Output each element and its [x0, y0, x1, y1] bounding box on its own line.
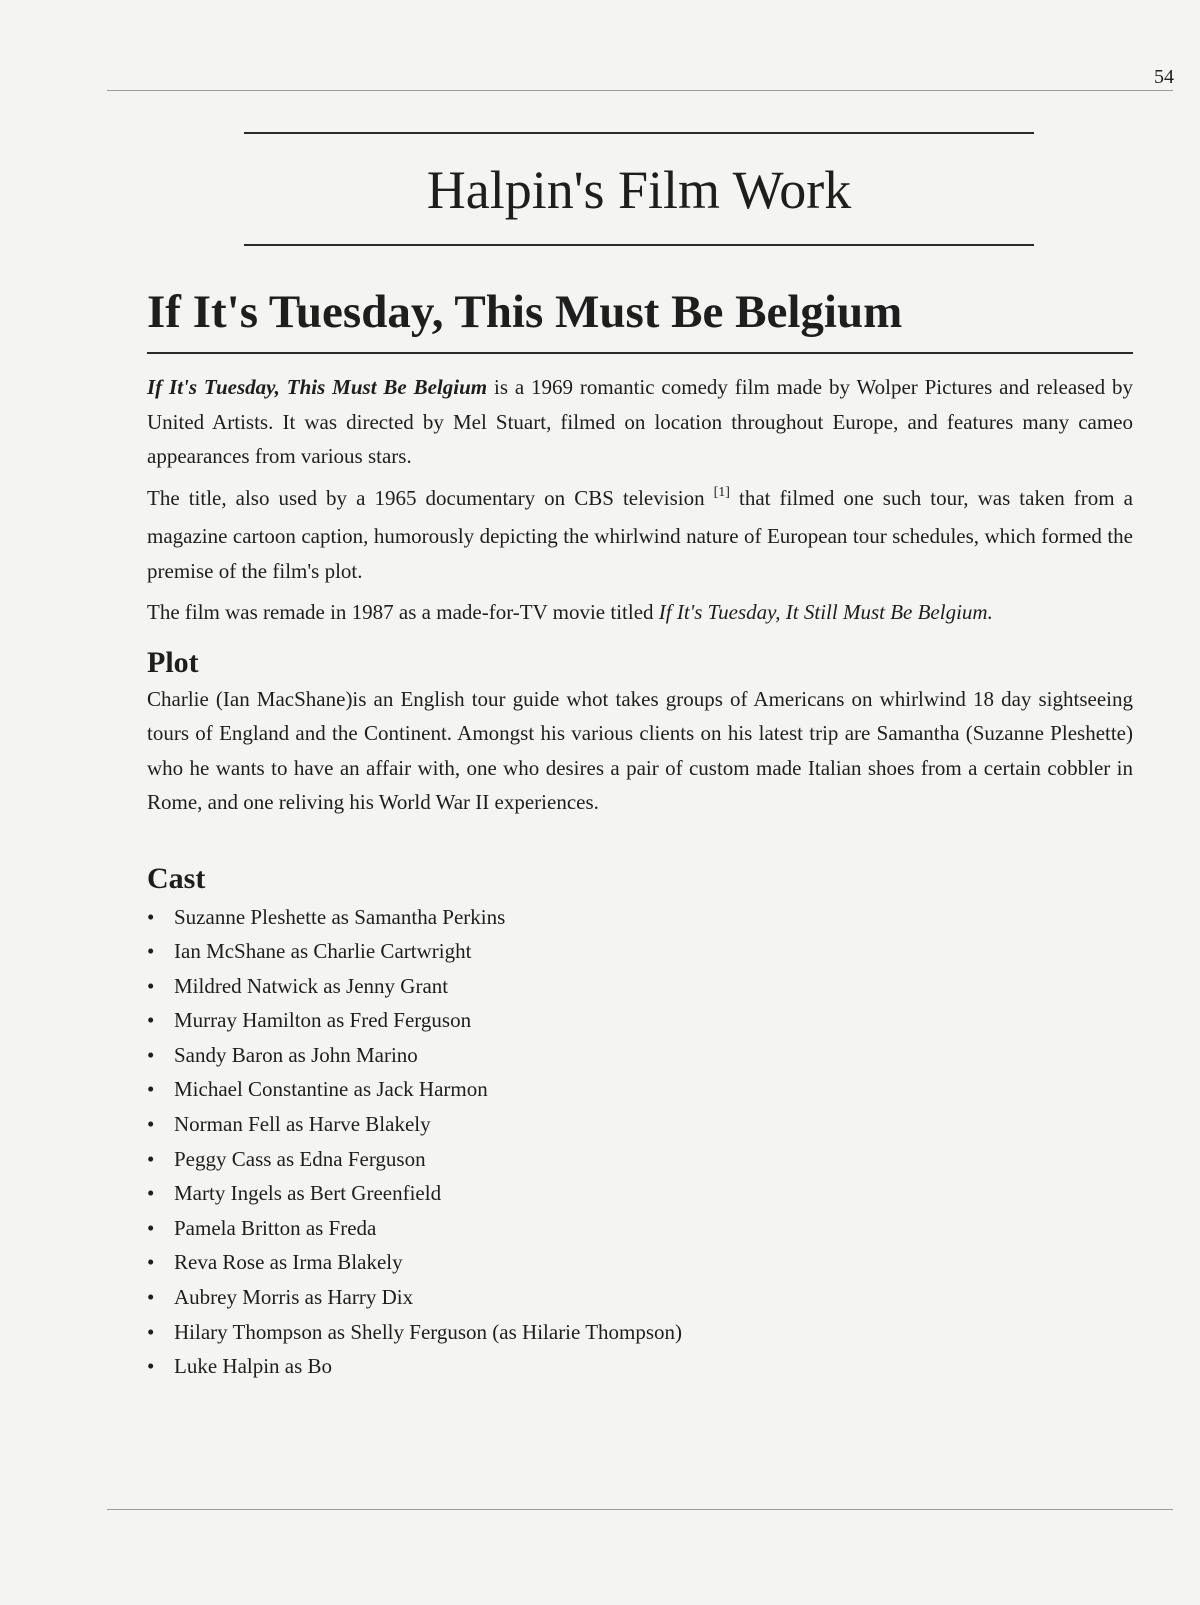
- citation-ref[interactable]: [1]: [713, 484, 730, 500]
- cast-member-text: Reva Rose as Irma Blakely: [174, 1250, 403, 1275]
- title-origin-after: that filmed one such tour, was taken from a magazine cartoon caption, humorously depicting the whirlwind nature of European tour schedules, which formed the premise of the film's plot.: [147, 485, 1133, 583]
- cast-list-item: [147, 1038, 1133, 1073]
- cast-member-text: Sandy Baron as John Marino: [174, 1042, 418, 1067]
- cast-heading: Cast: [147, 861, 206, 895]
- cast-list-item: [147, 1142, 1133, 1177]
- title-origin-paragraph: [147, 481, 1133, 589]
- plot-paragraph: Charlie (Ian MacShane)is an English tour guide whot takes groups of Americans on whirlwind 18 day sightseeing tours of England and the Continent. Amongst his various clients on his latest trip are Samantha (Suzanne Pleshette) who he wants to have an affair with, one who desires a pair of custom made Italian shoes from a certain cobbler in Rome, and one reliving his World War II experiences.: [147, 686, 1133, 814]
- intro-paragraph: [147, 370, 1133, 474]
- cast-list-item: [147, 1072, 1133, 1107]
- chapter-title-rule-bottom: [244, 244, 1034, 246]
- remake-text: The film was remade in 1987 as a made-for-TV movie titled: [147, 600, 659, 624]
- bullet-icon: •: [147, 1319, 155, 1344]
- cast-list-item: [147, 1349, 1133, 1384]
- cast-member-text: Marty Ingels as Bert Greenfield: [174, 1181, 442, 1206]
- cast-list: [147, 900, 1133, 1384]
- bullet-icon: •: [147, 1008, 155, 1033]
- cast-list-item: [147, 969, 1133, 1004]
- cast-member-text: Ian McShane as Charlie Cartwright: [174, 939, 472, 964]
- cast-list-item: [147, 1003, 1133, 1038]
- cast-list-item: [147, 1280, 1133, 1315]
- cast-member-text: Norman Fell as Harve Blakely: [174, 1112, 431, 1137]
- remake-title: If It's Tuesday, It Still Must Be Belgium.: [658, 600, 993, 624]
- cast-member-text: Aubrey Morris as Harry Dix: [174, 1285, 414, 1310]
- bullet-icon: •: [147, 1285, 155, 1310]
- bullet-icon: •: [147, 1077, 155, 1102]
- cast-member-text: Luke Halpin as Bo: [174, 1354, 333, 1379]
- bullet-icon: •: [147, 1146, 155, 1171]
- cast-list-item: [147, 1211, 1133, 1246]
- chapter-title: Halpin's Film Work: [426, 160, 852, 220]
- chapter-title-rule-top: [244, 132, 1034, 134]
- plot-heading: Plot: [147, 645, 199, 679]
- bullet-icon: •: [147, 973, 155, 998]
- bullet-icon: •: [147, 904, 155, 929]
- bullet-icon: •: [147, 1215, 155, 1240]
- article-title: If It's Tuesday, This Must Be Belgium: [147, 284, 1133, 354]
- cast-member-text: Pamela Britton as Freda: [174, 1215, 377, 1240]
- cast-member-text: Peggy Cass as Edna Ferguson: [174, 1146, 426, 1171]
- cast-list-item: [147, 1245, 1133, 1280]
- cast-member-text: Suzanne Pleshette as Samantha Perkins: [174, 904, 506, 929]
- intro-lead-title: If It's Tuesday, This Must Be Belgium: [147, 375, 488, 399]
- bullet-icon: •: [147, 1181, 155, 1206]
- bullet-icon: •: [147, 1112, 155, 1137]
- title-origin-before: The title, also used by a 1965 documentary on CBS television: [147, 485, 714, 510]
- cast-list-item: [147, 1176, 1133, 1211]
- cast-list-item: [147, 900, 1133, 935]
- article: [147, 284, 1133, 1384]
- intro-text: is a 1969 romantic comedy film made by Wolper Pictures and released by United Artists. It was directed by Mel Stuart, filmed on location throughout Europe, and features many cameo appearances from various stars.: [147, 375, 1133, 468]
- cast-list-item: [147, 934, 1133, 969]
- cast-member-text: Mildred Natwick as Jenny Grant: [174, 973, 449, 998]
- page-number: 54: [1154, 66, 1174, 88]
- cast-member-text: Murray Hamilton as Fred Ferguson: [174, 1008, 472, 1033]
- cast-list-item: [147, 1107, 1133, 1142]
- bullet-icon: •: [147, 1250, 155, 1275]
- cast-list-item: [147, 1315, 1133, 1350]
- remake-paragraph: [147, 595, 1133, 630]
- cast-member-text: Hilary Thompson as Shelly Ferguson (as Hilarie Thompson): [174, 1319, 683, 1344]
- footer-rule: [107, 1509, 1173, 1510]
- bullet-icon: •: [147, 939, 155, 964]
- bullet-icon: •: [147, 1042, 155, 1067]
- header-rule: [107, 90, 1173, 91]
- bullet-icon: •: [147, 1354, 155, 1379]
- cast-member-text: Michael Constantine as Jack Harmon: [174, 1077, 488, 1102]
